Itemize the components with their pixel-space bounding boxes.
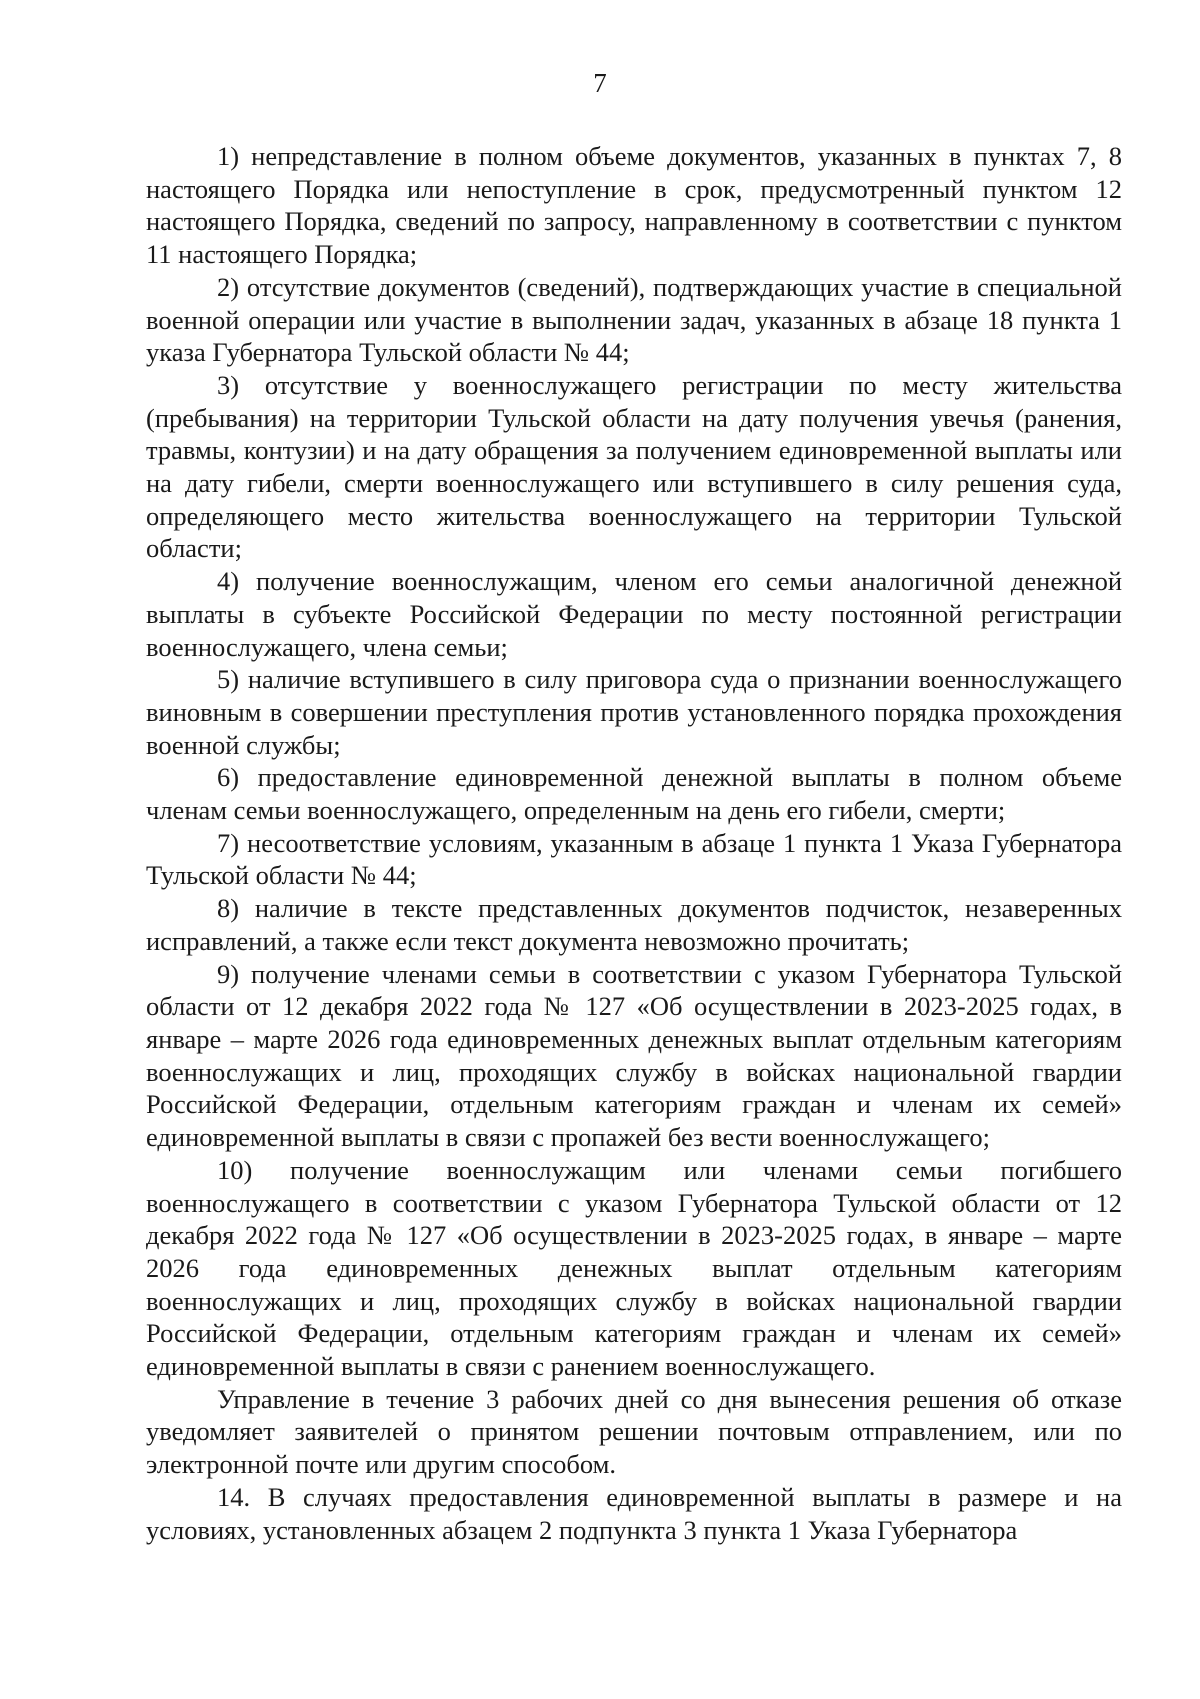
refusal-ground-3: 3) отсутствие у военнослужащего регистрации по месту жительства (пребывания) на территории Тульской области на дату получения увечья (ранения, травмы, контузии) и на дату обращения за получением единовременной выплаты или на дату гибели, смерти военнослужащего или вступившего в силу решения суда, определяющего место жительства военнослужащего на территории Тульской области;: [146, 369, 1122, 564]
refusal-ground-2: 2) отсутствие документов (сведений), подтверждающих участие в специальной военной операции или участие в выполнении задач, указанных в абзаце 18 пункта 1 указа Губернатора Тульской области № 44;: [146, 271, 1122, 368]
section-14-paragraph: 14. В случаях предоставления единовременной выплаты в размере и на условиях, установленных абзацем 2 подпункта 3 пункта 1 Указа Губернатора: [146, 1481, 1122, 1545]
refusal-ground-10: 10) получение военнослужащим или членами семьи погибшего военнослужащего в соответствии с указом Губернатора Тульской области от 12 декабря 2022 года № 127 «Об осуществлении в 2023-2025 годах, в январе – марте 2026 года единовременных денежных выплат отдельным категориям военнослужащих и лиц, проходящих службу в войсках национальной гвардии Российской Федерации, отдельным категориям граждан и членам их семей» единовременной выплаты в связи с ранением военнослужащего.: [146, 1154, 1122, 1382]
document-body: [146, 140, 1122, 1546]
refusal-ground-7: 7) несоответствие условиям, указанным в абзаце 1 пункта 1 Указа Губернатора Тульской области № 44;: [146, 827, 1122, 891]
refusal-ground-1: 1) непредставление в полном объеме документов, указанных в пунктах 7, 8 настоящего Порядка или непоступление в срок, предусмотренный пунктом 12 настоящего Порядка, сведений по запросу, направленному в соответствии с пунктом 11 настоящего Порядка;: [146, 141, 1122, 270]
refusal-ground-5: 5) наличие вступившего в силу приговора суда о признании военнослужащего виновным в совершении преступления против установленного порядка прохождения военной службы;: [146, 664, 1122, 760]
refusal-ground-6: 6) предоставление единовременной денежной выплаты в полном объеме членам семьи военнослужащего, определенным на день его гибели, смерти;: [146, 762, 1122, 826]
page-number: 7: [593, 68, 607, 98]
notification-paragraph: Управление в течение 3 рабочих дней со дня вынесения решения об отказе уведомляет заявителей о принятом решении почтовым отправлением, или по электронной почте или другим способом.: [146, 1383, 1122, 1480]
refusal-ground-9: 9) получение членами семьи в соответствии с указом Губернатора Тульской области от 12 декабря 2022 года № 127 «Об осуществлении в 2023-2025 годах, в январе – марте 2026 года единовременных денежных выплат отдельным категориям военнослужащих и лиц, проходящих службу в войсках национальной гвардии Российской Федерации, отдельным категориям граждан и членам их семей» единовременной выплаты в связи с пропажей без вести военнослужащего;: [146, 958, 1122, 1153]
refusal-ground-4: 4) получение военнослужащим, членом его семьи аналогичной денежной выплаты в субъекте Российской Федерации по месту постоянной регистрации военнослужащего, члена семьи;: [146, 566, 1122, 662]
refusal-ground-8: 8) наличие в тексте представленных документов подчисток, незаверенных исправлений, а также если текст документа невозможно прочитать;: [146, 893, 1122, 956]
